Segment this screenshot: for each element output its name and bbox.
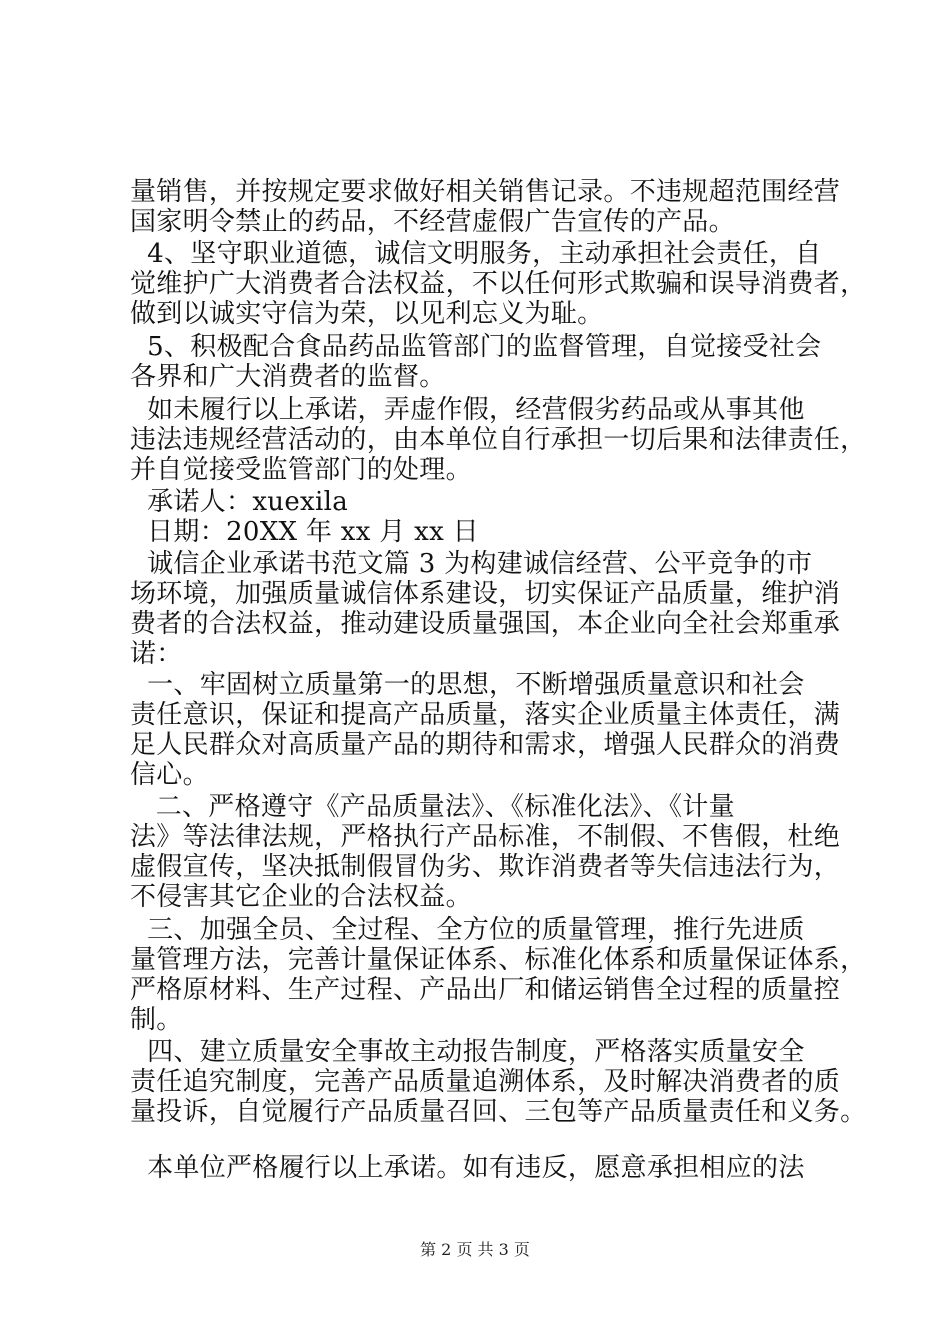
body-text-line: 费者的合法权益，推动建设质量强国，本企业向全社会郑重承: [130, 609, 841, 639]
body-text-line: 足人民群众对高质量产品的期待和需求，增强人民群众的消费: [130, 730, 841, 760]
body-text-line: 并自觉接受监管部门的处理。: [130, 455, 472, 485]
body-text-line: 做到以诚实守信为荣，以见利忘义为耻。: [130, 299, 604, 329]
body-text-line: 量销售，并按规定要求做好相关销售记录。不违规超范围经营: [130, 177, 841, 207]
page-number-footer: 第 2 页 共 3 页: [420, 1240, 530, 1259]
body-text-line: 觉维护广大消费者合法权益，不以任何形式欺骗和误导消费者，: [130, 269, 867, 299]
body-text-line: 信心。: [130, 760, 209, 790]
date-line: 日期：20XX 年 xx 月 xx 日: [130, 517, 479, 547]
body-text-line: 5、积极配合食品药品监管部门的监督管理，自觉接受社会: [130, 332, 822, 362]
body-text-line: 量管理方法，完善计量保证体系、标准化体系和质量保证体系，: [130, 945, 867, 975]
body-text-line: 场环境，加强质量诚信体系建设，切实保证产品质量，维护消: [130, 579, 841, 609]
body-text-line: 诚信企业承诺书范文篇 3 为构建诚信经营、公平竞争的市: [130, 549, 813, 579]
body-text-line: 二、严格遵守《产品质量法》、《标准化法》、《计量: [130, 792, 735, 822]
body-text-line: 国家明令禁止的药品，不经营虚假广告宣传的产品。: [130, 207, 735, 237]
body-text-line: 各界和广大消费者的监督。: [130, 362, 446, 392]
body-text-line: 不侵害其它企业的合法权益。: [130, 882, 472, 912]
body-text-line: 责任意识，保证和提高产品质量，落实企业质量主体责任，满: [130, 700, 841, 730]
body-text-line: 制。: [130, 1005, 183, 1035]
body-text-line: 如未履行以上承诺，弄虚作假，经营假劣药品或从事其他: [130, 395, 805, 425]
body-text-line: 责任追究制度，完善产品质量追溯体系，及时解决消费者的质: [130, 1067, 841, 1097]
body-text-line: 四、建立质量安全事故主动报告制度，严格落实质量安全: [130, 1037, 805, 1067]
body-text-line: 违法违规经营活动的，由本单位自行承担一切后果和法律责任，: [130, 425, 867, 455]
body-text-line: 4、坚守职业道德，诚信文明服务，主动承担社会责任，自: [130, 239, 822, 269]
body-text-line: 诺：: [130, 639, 183, 669]
body-text-line: 虚假宣传，坚决抵制假冒伪劣、欺诈消费者等失信违法行为，: [130, 852, 841, 882]
body-text-line: 本单位严格履行以上承诺。如有违反，愿意承担相应的法: [130, 1153, 805, 1183]
body-text-line: 三、加强全员、全过程、全方位的质量管理，推行先进质: [130, 915, 805, 945]
body-text-line: 一、牢固树立质量第一的思想，不断增强质量意识和社会: [130, 670, 805, 700]
body-text-line: 法》等法律法规，严格执行产品标准，不制假、不售假，杜绝: [130, 822, 841, 852]
signer-line: 承诺人：xuexila: [130, 487, 349, 517]
body-text-line: 严格原材料、生产过程、产品出厂和储运销售全过程的质量控: [130, 975, 841, 1005]
body-text-line: 量投诉，自觉履行产品质量召回、三包等产品质量责任和义务。: [130, 1097, 867, 1127]
